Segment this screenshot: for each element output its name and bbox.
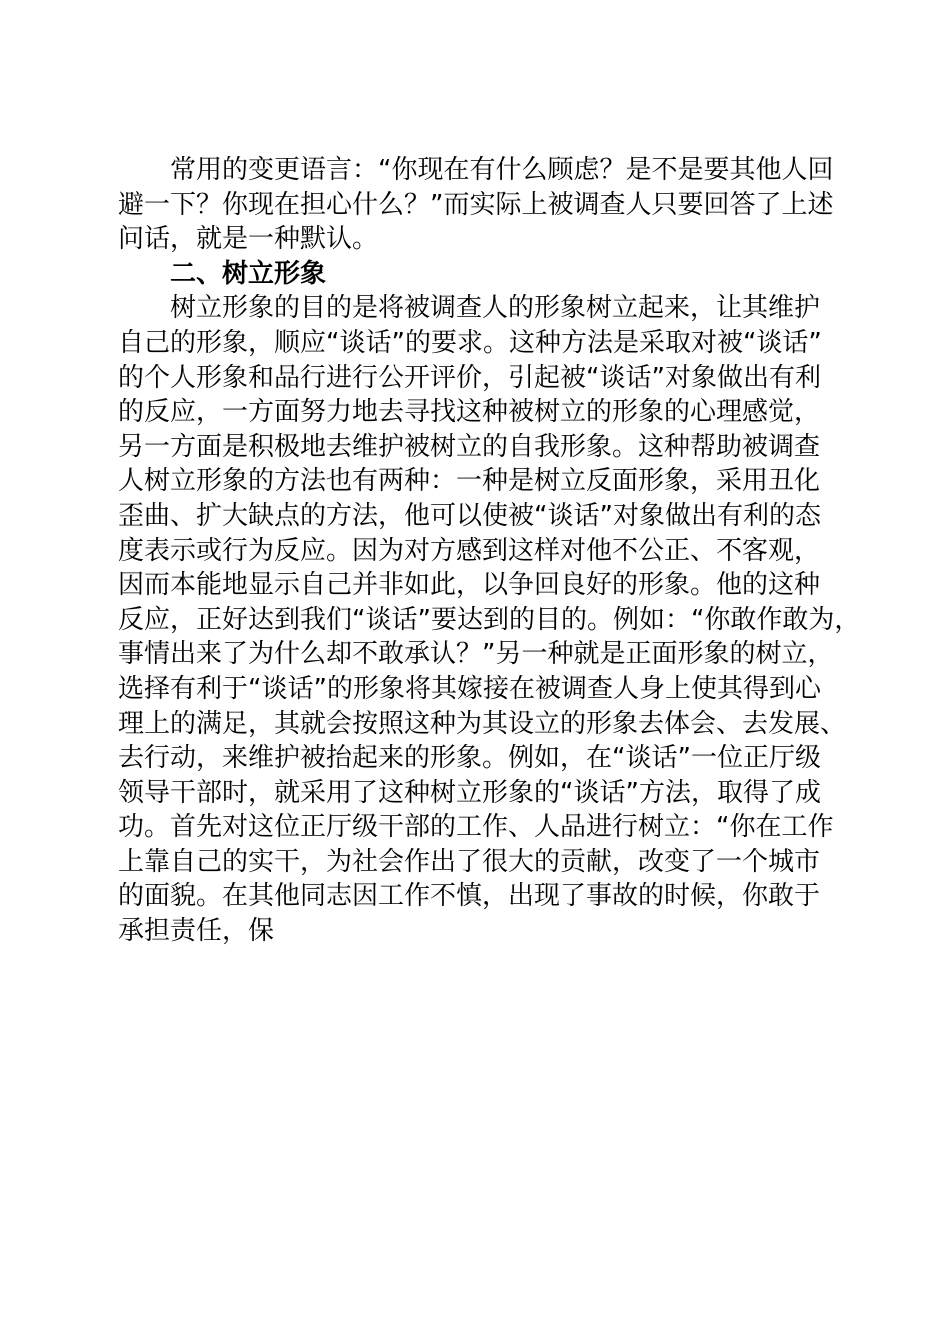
paragraph-line: 的面貌。在其他同志因工作不慎，出现了事故的时候，你敢于 [118,881,821,912]
paragraph-line: 自己的形象，顺应“谈话”的要求。这种方法是采取对被“谈话” [118,327,822,358]
paragraph-line: 反应，正好达到我们“谈话”要达到的目的。例如：“你敢作敢为， [118,604,861,635]
paragraph-line: 理上的满足，其就会按照这种为其设立的形象去体会、去发展、 [118,708,847,739]
paragraph-line: 上靠自己的实干，为社会作出了很大的贡献，改变了一个城市 [118,846,821,877]
paragraph-line: 避一下？你现在担心什么？”而实际上被调查人只要回答了上述 [118,189,834,220]
paragraph-line: 因而本能地显示自己并非如此，以争回良好的形象。他的这种 [118,570,821,601]
paragraph-line: 树立形象的目的是将被调查人的形象树立起来，让其维护 [170,293,821,324]
paragraph-line: 度表示或行为反应。因为对方感到这样对他不公正、不客观， [118,535,821,566]
paragraph-line: 去行动，来维护被抬起来的形象。例如，在“谈话”一位正厅级 [118,743,821,774]
paragraph-line: 事情出来了为什么却不敢承认？”另一种就是正面形象的树立， [118,639,834,670]
paragraph-line: 常用的变更语言：“你现在有什么顾虑？是不是要其他人回 [170,155,834,185]
paragraph-line: 承担责任，保 [118,916,275,947]
section-heading: 二、树立形象 [170,258,327,289]
paragraph-line: 人树立形象的方法也有两种：一种是树立反面形象，采用丑化 [118,466,821,497]
paragraph-line: 问话，就是一种默认。 [118,224,379,255]
document-body [118,153,861,949]
paragraph-line: 的反应，一方面努力地去寻找这种被树立的形象的心理感觉， [118,397,821,428]
paragraph-line: 功。首先对这位正厅级干部的工作、人品进行树立：“你在工作 [118,812,834,843]
paragraph-line: 的个人形象和品行进行公开评价，引起被“谈话”对象做出有利 [118,362,821,393]
paragraph-line: 领导干部时，就采用了这种树立形象的“谈话”方法，取得了成 [118,777,821,808]
paragraph-line: 另一方面是积极地去维护被树立的自我形象。这种帮助被调查 [118,431,821,462]
paragraph-line: 歪曲、扩大缺点的方法，他可以使被“谈话”对象做出有利的态 [118,500,821,531]
paragraph-line: 选择有利于“谈话”的形象将其嫁接在被调查人身上使其得到心 [118,673,821,704]
